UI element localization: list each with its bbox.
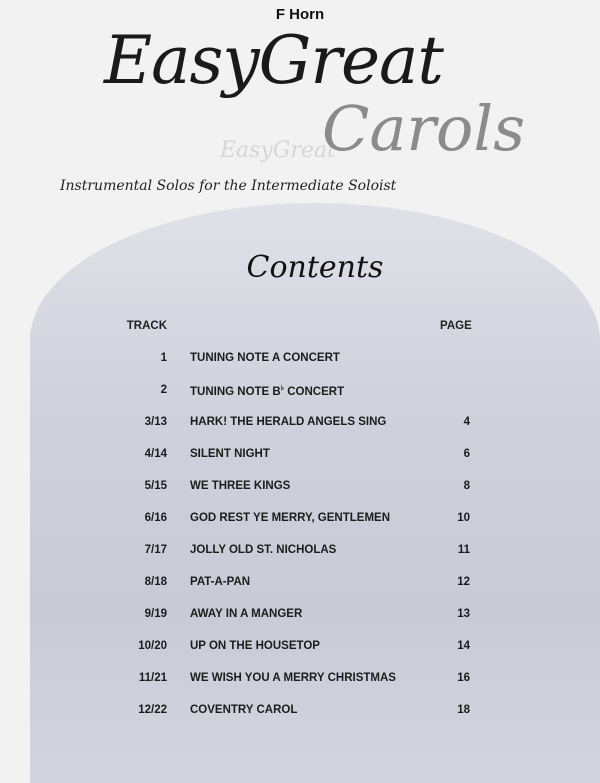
- page-number: 14: [457, 640, 470, 652]
- page-number: 16: [457, 672, 470, 684]
- track-number: 12/22: [138, 704, 167, 716]
- table-row: [0, 608, 600, 626]
- book-title-main: EasyGreat: [104, 22, 443, 99]
- track-number: 10/20: [138, 640, 167, 652]
- table-row: [0, 576, 600, 594]
- song-title: COVENTRY CAROL: [190, 704, 298, 716]
- song-title: HARK! THE HERALD ANGELS SING: [190, 416, 387, 428]
- table-row: [0, 480, 600, 498]
- page-number: 11: [457, 544, 470, 556]
- table-row: [0, 704, 600, 722]
- track-column-header: TRACK: [126, 320, 167, 332]
- track-number: 7/17: [144, 544, 167, 556]
- song-title: JOLLY OLD ST. NICHOLAS: [190, 544, 337, 556]
- song-title: WE THREE KINGS: [190, 480, 291, 492]
- track-number: 5/15: [144, 480, 167, 492]
- title-watermark: EasyGreat: [220, 138, 336, 163]
- page-number: 13: [457, 608, 470, 620]
- table-row: [0, 544, 600, 562]
- track-number: 6/16: [144, 512, 167, 524]
- book-subtitle: Instrumental Solos for the Intermediate Soloist: [60, 178, 397, 194]
- track-number: 1: [160, 352, 167, 364]
- track-number: 4/14: [144, 448, 167, 460]
- table-row: [0, 672, 600, 690]
- song-title: SILENT NIGHT: [190, 448, 270, 460]
- table-row: [0, 448, 600, 466]
- table-row: [0, 512, 600, 530]
- instrument-label: F Horn: [275, 6, 325, 23]
- track-number: 3/13: [144, 416, 167, 428]
- table-row: [0, 352, 600, 370]
- contents-heading: Contents: [246, 250, 384, 285]
- flat-sign: ♭: [280, 385, 285, 392]
- song-title: GOD REST YE MERRY, GENTLEMEN: [190, 512, 390, 524]
- page-number: 4: [463, 416, 470, 428]
- table-row: [0, 384, 600, 402]
- track-number: 8/18: [144, 576, 167, 588]
- track-number: 9/19: [144, 608, 167, 620]
- page-number: 10: [457, 512, 470, 524]
- page-number: 6: [463, 448, 470, 460]
- song-title: WE WISH YOU A MERRY CHRISTMAS: [190, 672, 396, 684]
- song-title: AWAY IN A MANGER: [190, 608, 303, 620]
- page-number: 8: [463, 480, 470, 492]
- table-row: [0, 640, 600, 658]
- song-title: TUNING NOTE B♭ CONCERT: [190, 385, 345, 398]
- page-column-header: PAGE: [440, 320, 472, 332]
- track-number: 11/21: [138, 672, 167, 684]
- track-number: 2: [160, 384, 167, 396]
- song-title: UP ON THE HOUSETOP: [190, 640, 320, 652]
- page-number: 18: [457, 704, 470, 716]
- book-title-sub: Carols: [322, 92, 526, 165]
- table-row: [0, 416, 600, 434]
- page-number: 12: [457, 576, 470, 588]
- song-title: TUNING NOTE A CONCERT: [190, 352, 340, 364]
- song-title: PAT-A-PAN: [190, 576, 251, 588]
